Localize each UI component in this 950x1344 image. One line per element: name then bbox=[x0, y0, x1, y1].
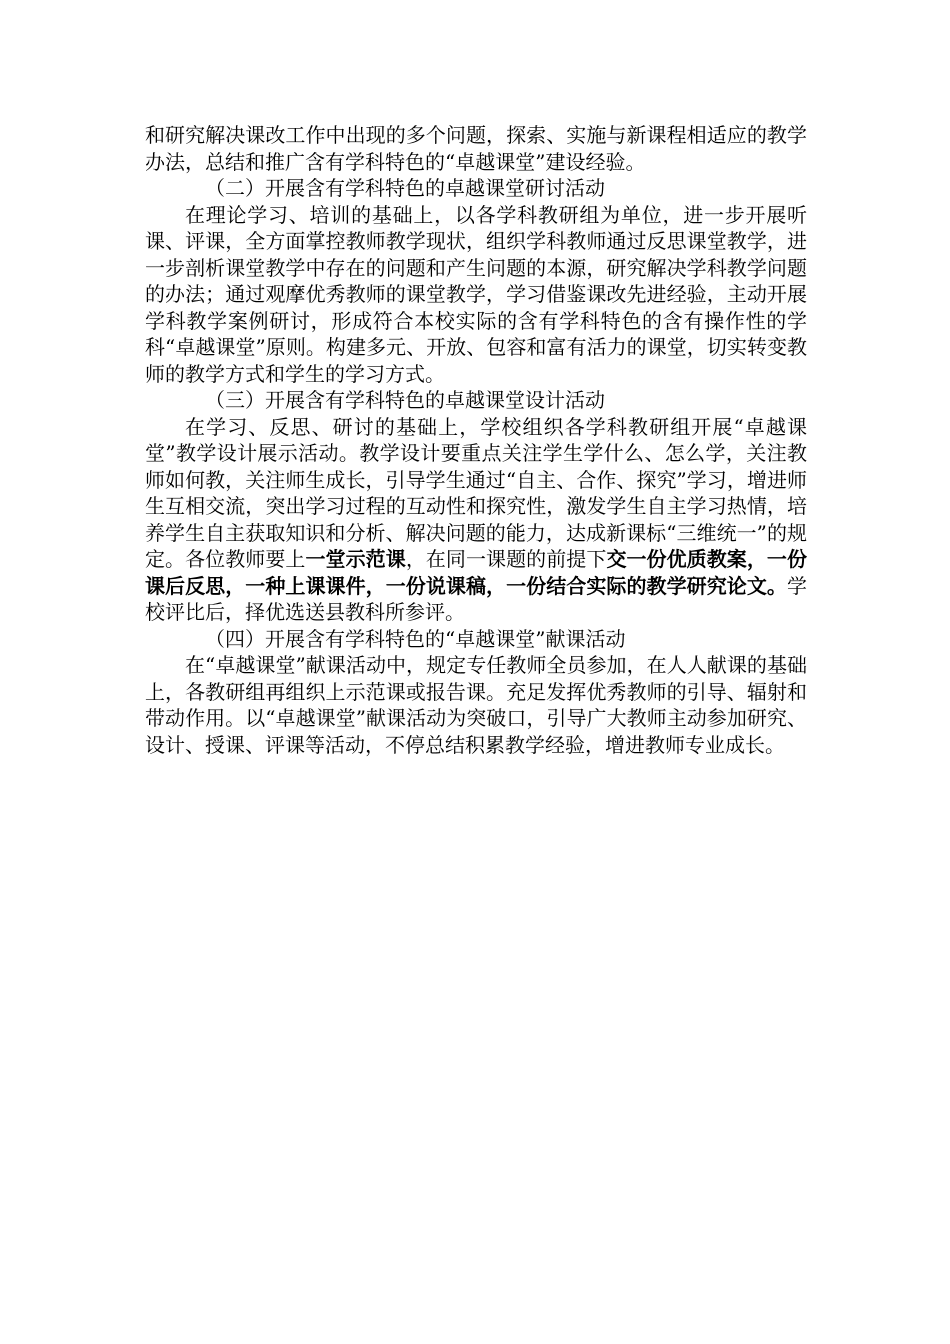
document-body bbox=[145, 122, 807, 758]
section-heading-three: （三）开展含有学科特色的卓越课堂设计活动 bbox=[205, 388, 605, 412]
paragraph-design-activity bbox=[145, 414, 807, 626]
text-segment: 学校评比后，择优选送县教科所参评。 bbox=[145, 573, 807, 624]
bold-text-segment: 一堂示范课 bbox=[305, 547, 406, 571]
section-heading-two: （二）开展含有学科特色的卓越课堂研讨活动 bbox=[205, 176, 605, 200]
text-segment: ，在同一课题的前提下 bbox=[405, 547, 607, 571]
text-segment: 在学习、反思、研讨的基础上，学校组织各学科教研组开展“卓越课堂”教学设计展示活动。教学设计要重点关注学生学什么、怎么学，关注教师如何教，关注师生成长，引导学生通过“自主、合作、探究”学习，增进师生互相交流，突出学习过程的互动性和探究性，激发学生自主学习热情，培养学生自主获取知识和分析、解决问题的能力，达成新课标“三维统一”的规定。各位教师要上 bbox=[145, 414, 807, 571]
bold-text-segment: 交一份优质教案，一份课后反思，一种上课课件，一份说课稿，一份结合实际的教学研究论文。 bbox=[145, 547, 807, 598]
paragraph-demo-lesson-activity: 在“卓越课堂”献课活动中，规定专任教师全员参加，在人人献课的基础上，各教研组再组织上示范课或报告课。充足发挥优秀教师的引导、辐射和带动作用。以“卓越课堂”献课活动为突破口，引导广大教师主动参加研究、设计、授课、评课等活动，不停总结积累教学经验，增进教师专业成长。 bbox=[145, 653, 807, 757]
paragraph-continuation: 和研究解决课改工作中出现的多个问题，探索、实施与新课程相适应的教学办法，总结和推广含有学科特色的“卓越课堂”建设经验。 bbox=[145, 123, 807, 174]
paragraph-seminar-activity: 在理论学习、培训的基础上，以各学科教研组为单位，进一步开展听课、评课，全方面掌控教师教学现状，组织学科教师通过反思课堂教学，进一步剖析课堂教学中存在的问题和产生问题的本源，研究解决学科教学问题的办法；通过观摩优秀教师的课堂教学，学习借鉴课改先进经验，主动开展学科教学案例研讨，形成符合本校实际的含有学科特色的含有操作性的学科“卓越课堂”原则。构建多元、开放、包容和富有活力的课堂，切实转变教师的教学方式和学生的学习方式。 bbox=[145, 202, 807, 386]
section-heading-four: （四）开展含有学科特色的“卓越课堂”献课活动 bbox=[205, 626, 626, 651]
